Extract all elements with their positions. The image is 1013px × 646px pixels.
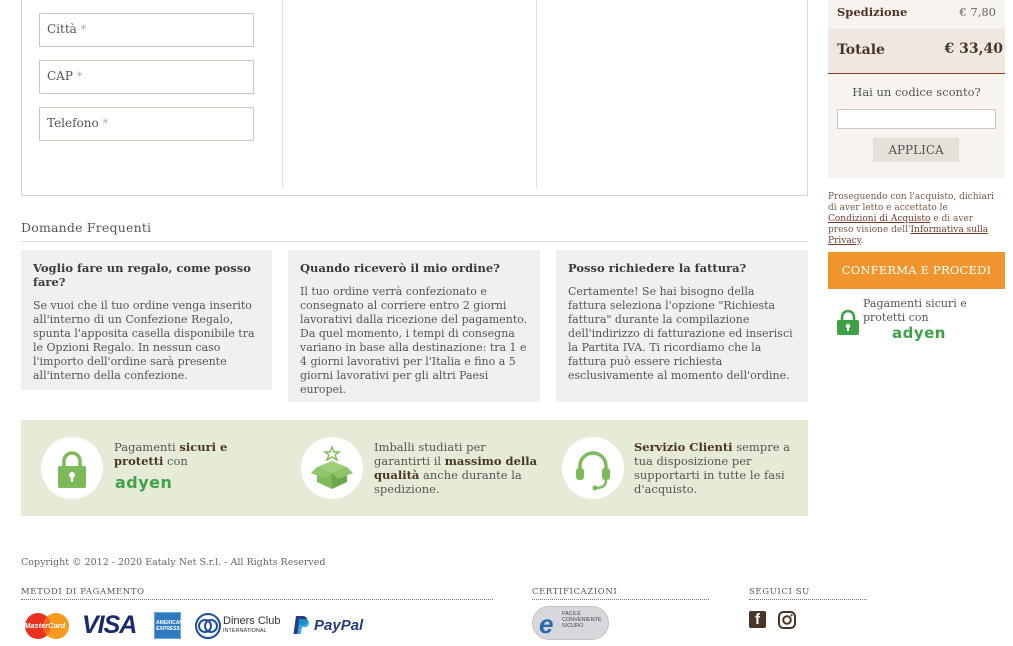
lock-icon (41, 437, 103, 499)
amex-logo: AMERICAN EXPRESS (154, 612, 181, 639)
legal-notice: Proseguendo con l'acquisto, dichiari di aver letto e accettato le Condizioni di Acquisto e di aver preso visione dell'Informativa sulla Privacy. (828, 192, 995, 246)
required-mark: * (102, 117, 109, 130)
faq-answer: Certamente! Se hai bisogno della fattura seleziona l'opzione "Richiesta fattura" durante la compilazione dell'indirizzo di fatturazione ed inserisci la Partita IVA. Ti ricordiamo che la fattura può essere richiesta esclusivamente al momento dell'ordine. (568, 285, 793, 382)
faq-title: Domande Frequenti (21, 220, 152, 235)
package-icon (301, 437, 363, 499)
visa-logo: VISA (82, 611, 137, 639)
discount-question: Hai un codice sconto? (852, 85, 981, 99)
total-row (828, 29, 1005, 74)
shipping-value: € 7,80 (959, 5, 996, 19)
paypal-logo: PayPal (293, 615, 309, 639)
faq-answer: Se vuoi che il tuo ordine venga inserito all'interno di un Confezione Regalo, spunta l'apposita casella disponibile tra le Opzioni Regalo. In nessun caso l'importo dell'ordine sarà presente all'interno della confezione. (33, 299, 255, 382)
headset-icon (562, 437, 624, 499)
required-mark: * (80, 23, 87, 36)
customer-service-text: Servizio Clienti sempre a tua disposizione per supportarti in tutte le fasi d'acquisto. (634, 440, 791, 496)
total-label: Totale (837, 42, 885, 58)
certification-label: FACILE CONVENIENTE SICURO (562, 611, 602, 629)
copyright: Copyright © 2012 - 2020 Eataly Net S.r.l. - All Rights Reserved (21, 557, 326, 568)
certifications-heading: CERTIFICAZIONI (532, 587, 709, 600)
facebook-icon[interactable]: f (749, 611, 766, 628)
faq-card-gift (21, 250, 272, 390)
phone-field-label: Telefono (47, 116, 99, 130)
total-value: € 33,40 (944, 41, 1003, 57)
cap-field[interactable] (39, 60, 254, 94)
adyen-logo: adyen (892, 324, 946, 342)
mastercard-logo: MasterCard (23, 612, 71, 644)
purchase-conditions-link[interactable]: Condizioni di Acquisto (828, 214, 931, 224)
faq-answer: Il tuo ordine verrà confezionato e consegnato al corriere entro 2 giorni lavorativi dalla ricezione del pagamento. Da quel momento, i tempi di consegna variano in base alla destinazione: tra 1 e 4 giorni lavorativi per l'Italia e fino a 5 giorni lavorativi per gli altri Paesi europei. (300, 285, 528, 396)
faq-question: Posso richiedere la fattura? (568, 261, 747, 275)
diners-club-logo: Diners Club INTERNATIONAL (195, 613, 221, 643)
sidebar-secure-text: Pagamenti sicuri e protetti con (863, 297, 967, 324)
column-divider (536, 0, 537, 188)
shipping-row (828, 0, 1005, 29)
apply-discount-button[interactable]: APPLICA (873, 138, 959, 162)
faq-card-delivery (288, 250, 540, 402)
faq-question: Quando riceverò il mio ordine? (300, 261, 500, 275)
secure-payments-text: Pagamenti sicuri e protetti con (114, 440, 228, 468)
packaging-text: Imballi studiati per garantirti il massimo della qualità anche durante la spedizione. (374, 440, 538, 496)
adyen-logo: adyen (115, 473, 173, 492)
lock-icon (836, 310, 860, 340)
payment-methods-heading: METODI DI PAGAMENTO (21, 587, 493, 600)
instagram-icon[interactable] (778, 611, 796, 633)
faq-question: Voglio fare un regalo, come posso fare? (33, 261, 251, 289)
certification-badge: e FACILE CONVENIENTE SICURO (532, 606, 609, 640)
discount-box (828, 74, 1005, 178)
privacy-policy-link[interactable]: Informativa sulla Privacy (828, 225, 989, 246)
column-divider (282, 0, 283, 188)
faq-card-invoice (556, 250, 808, 402)
follow-us-heading: SEGUICI SU (749, 587, 867, 600)
cap-field-label: CAP (47, 69, 73, 83)
required-mark: * (76, 70, 83, 83)
confirm-and-proceed-button[interactable]: CONFERMA E PROCEDI (828, 252, 1005, 289)
phone-field[interactable] (39, 107, 254, 141)
discount-code-input[interactable] (837, 109, 996, 129)
faq-divider (21, 241, 808, 242)
shipping-label: Spedizione (837, 5, 908, 19)
city-field[interactable] (39, 13, 254, 47)
city-field-label: Città (47, 22, 77, 36)
